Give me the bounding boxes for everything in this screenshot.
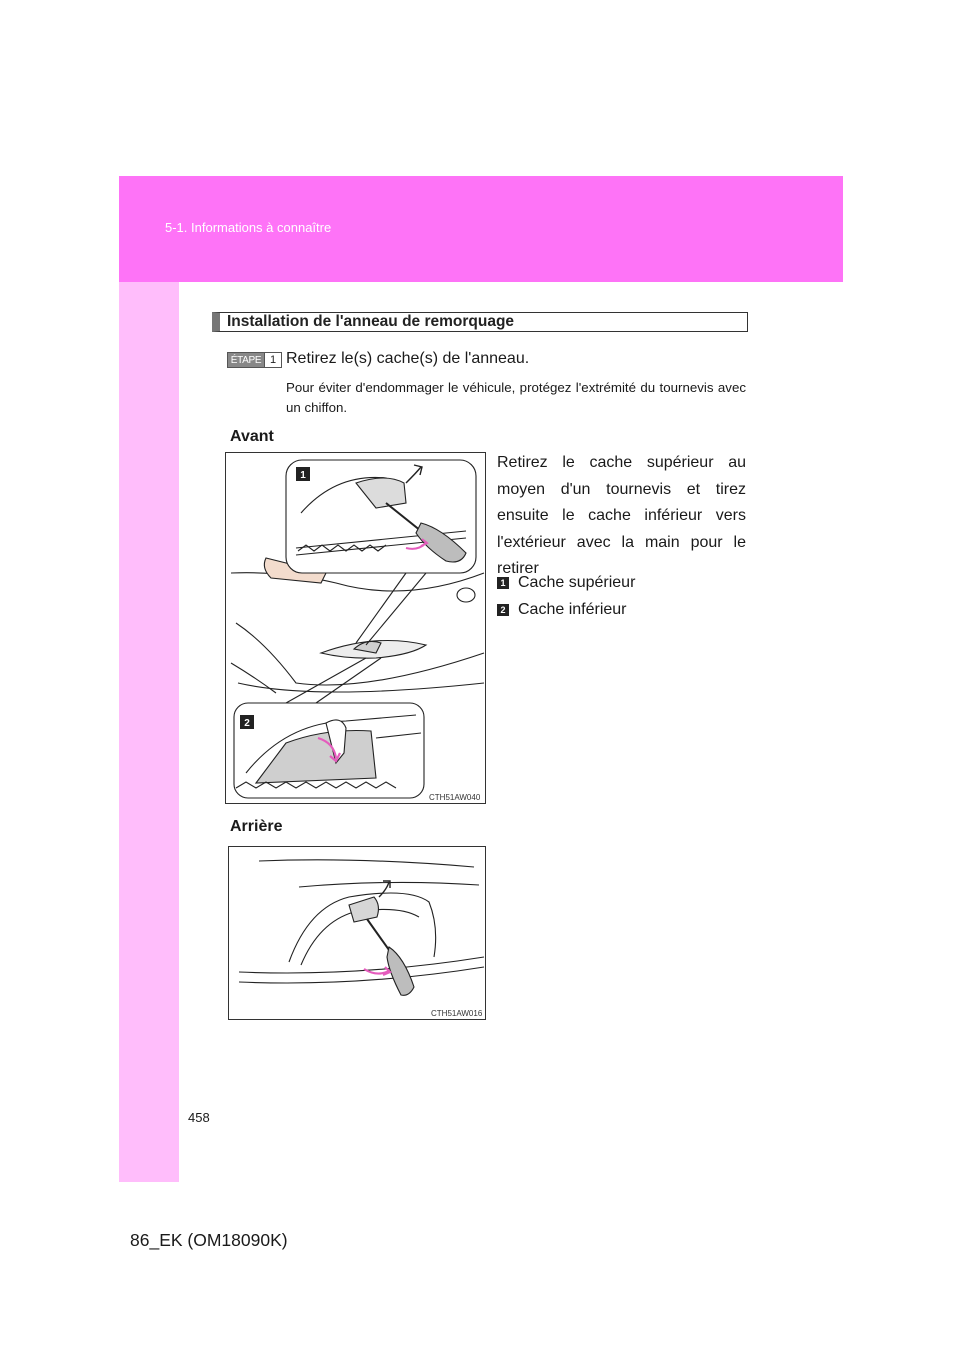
- step-instruction: Retirez le(s) cache(s) de l'anneau.: [286, 350, 530, 367]
- legend-item-1: [497, 574, 747, 592]
- section-heading-box: [212, 312, 748, 332]
- front-figure-code: CTH51AW040: [429, 793, 481, 802]
- step-badge-label: ÉTAPE: [228, 353, 264, 367]
- step-badge: [227, 352, 282, 368]
- legend-item-2: [497, 601, 747, 619]
- legend-number-1: 1: [497, 577, 509, 589]
- rear-heading: Arrière: [230, 818, 283, 835]
- step-badge-number: 1: [264, 353, 281, 367]
- svg-text:1: 1: [300, 470, 306, 481]
- legend-label-1: Cache supérieur: [518, 574, 636, 591]
- footer-code: 86_EK (OM18090K): [130, 1230, 288, 1250]
- section-heading: Installation de l'anneau de remorquage: [227, 313, 515, 330]
- page-number: 458: [188, 1110, 210, 1125]
- front-illustration: [225, 452, 486, 804]
- front-heading: Avant: [230, 428, 274, 445]
- side-band: [119, 282, 179, 1182]
- rear-figure-code: CTH51AW016: [431, 1009, 483, 1018]
- rear-illustration: [228, 846, 486, 1020]
- front-description: Retirez le cache supérieur au moyen d'un tournevis et tirez ensuite le cache inférieur vers l'extérieur avec la main pour le retirer: [497, 454, 746, 577]
- section-title: 5-1. Informations à connaître: [165, 220, 332, 235]
- svg-text:2: 2: [244, 718, 250, 729]
- step-note: Pour éviter d'endommager le véhicule, protégez l'extrémité du tournevis avec un chiffon.: [286, 380, 746, 415]
- legend-number-2: 2: [497, 604, 509, 616]
- legend-label-2: Cache inférieur: [518, 601, 627, 618]
